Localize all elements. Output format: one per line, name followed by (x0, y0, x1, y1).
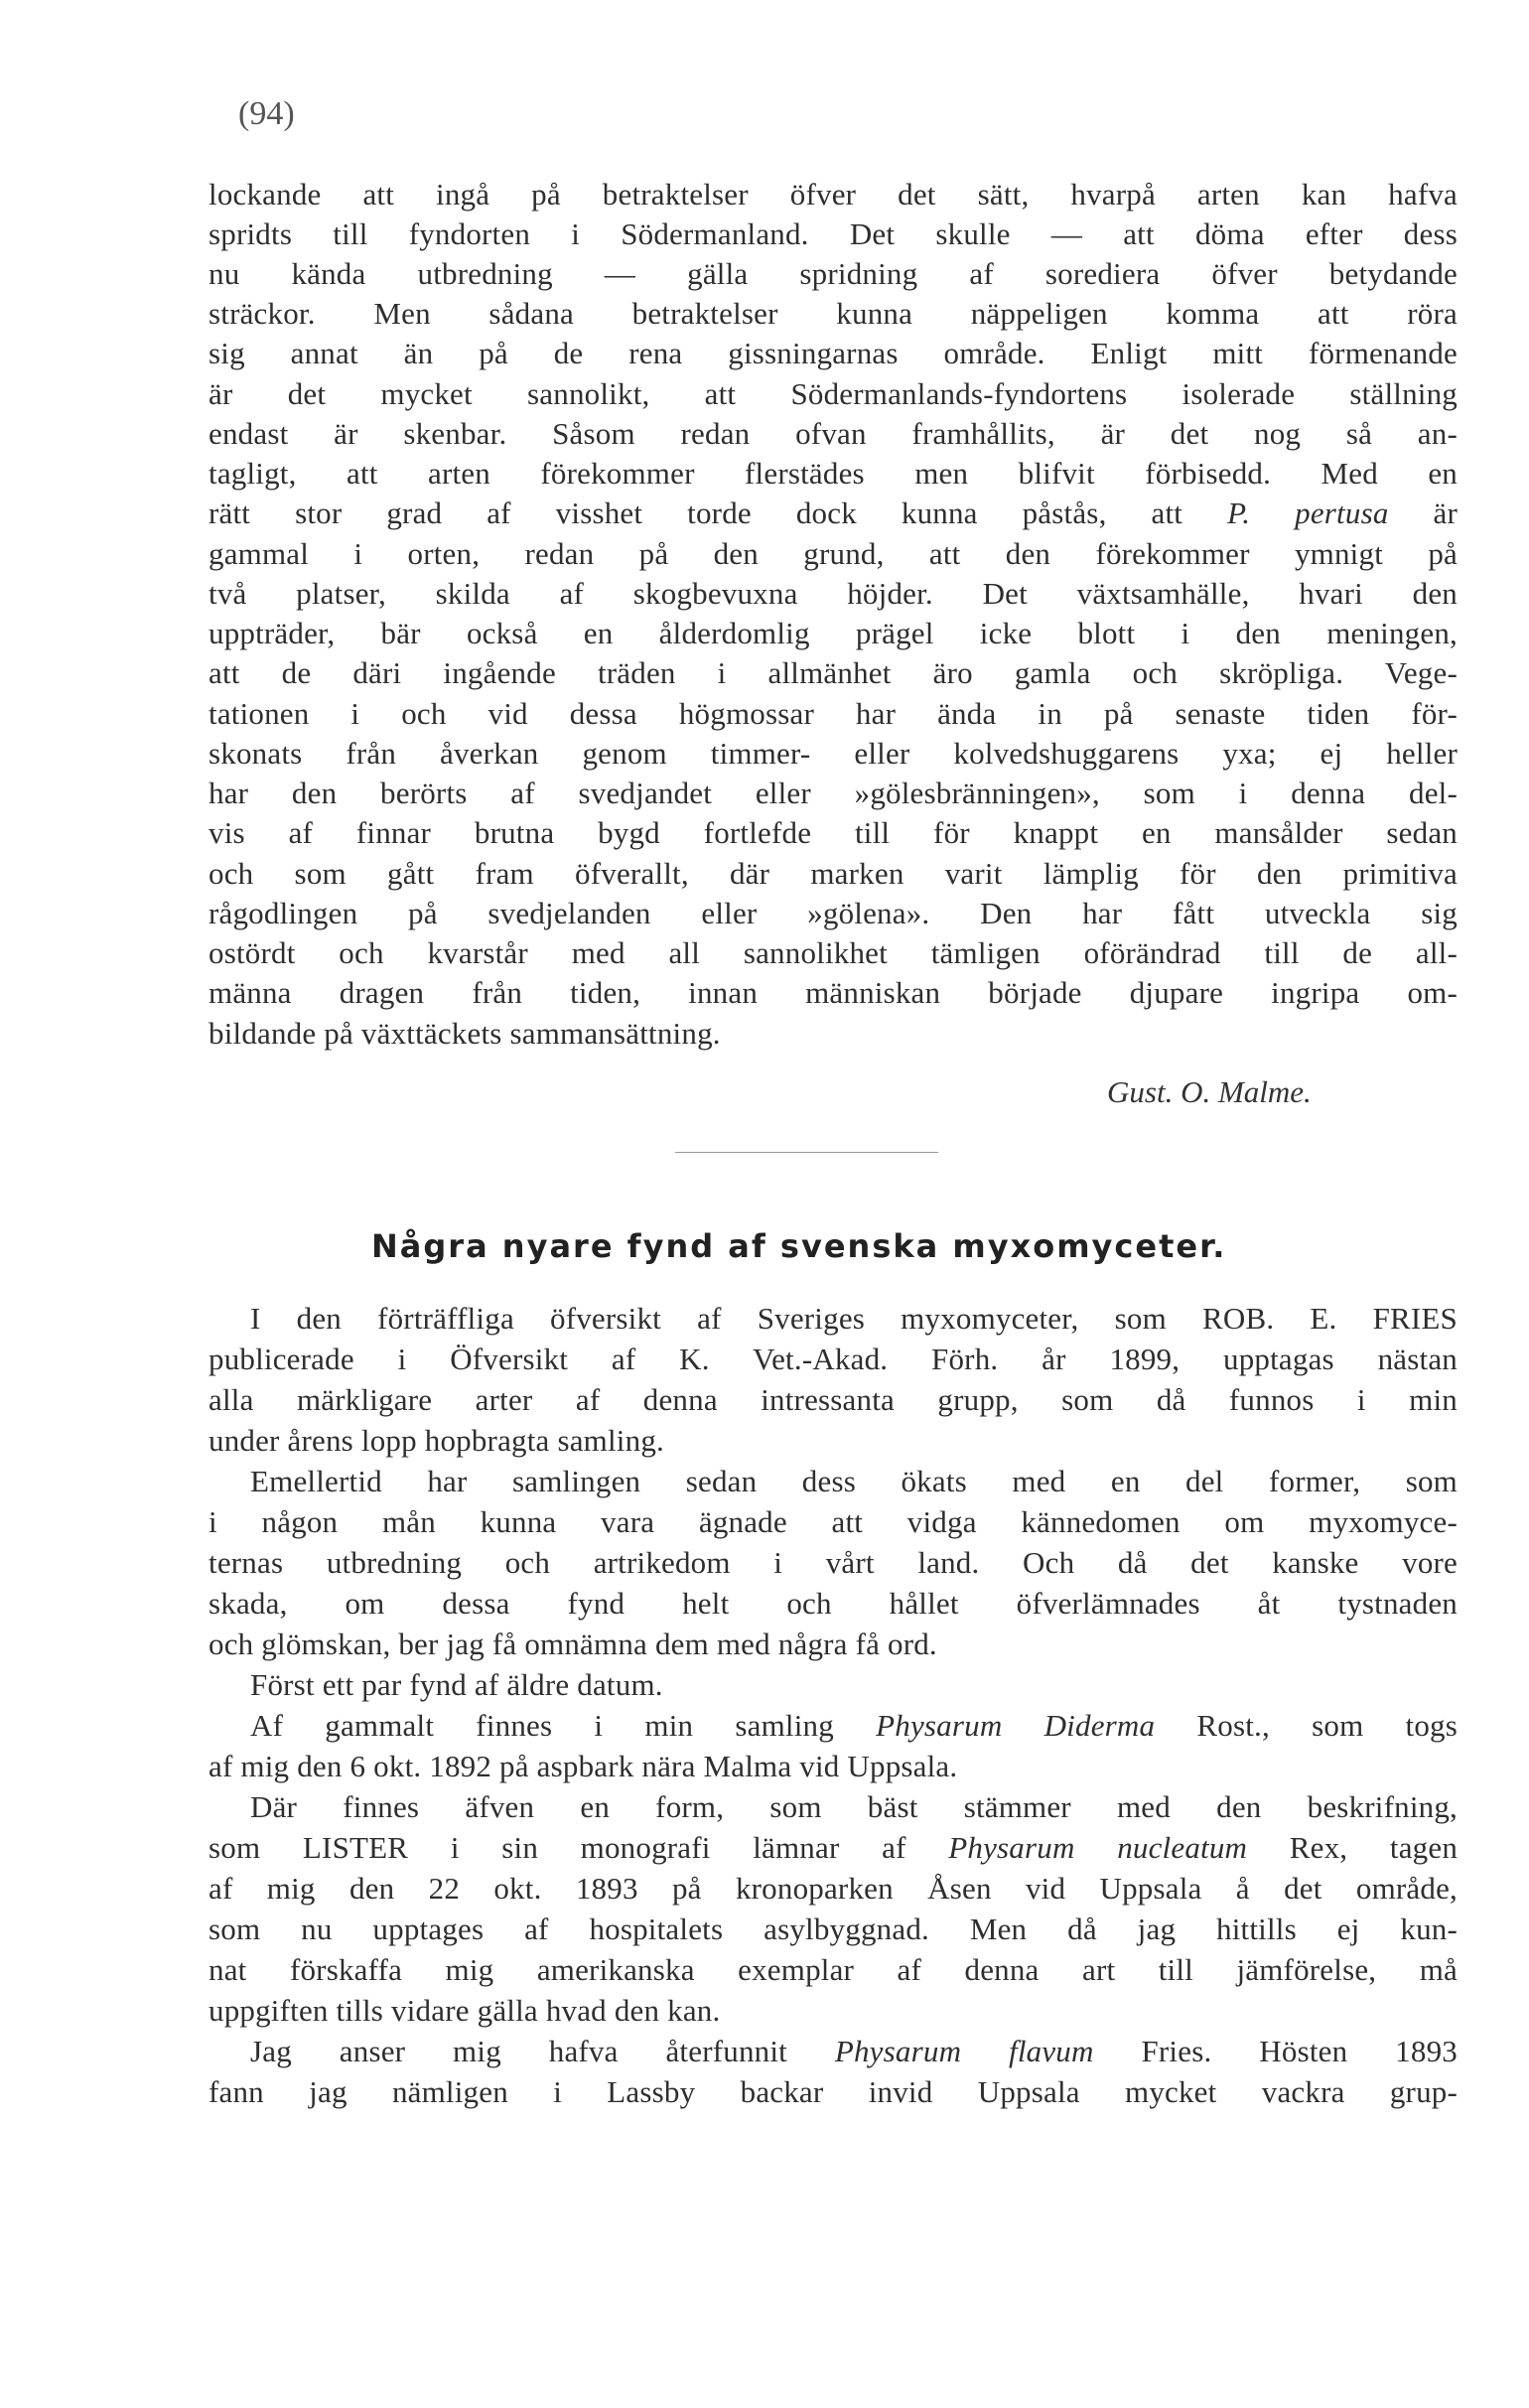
author-name: ROB. E. FRIES (1202, 1301, 1459, 1336)
article-line: sig annat än på de rena gissningarnas område. Enligt mitt förmenande (208, 336, 1458, 370)
article-line: uppgiften tills vidare gälla hvad den kan. (208, 1993, 721, 2028)
article-line: rågodlingen på svedjelanden eller »gölena». Den har fått utveckla sig (208, 896, 1458, 930)
article-line: Jag anser mig hafva återfunnit Physarum flavum Fries. Hösten 1893 (250, 2034, 1458, 2068)
article-line: skada, om dessa fynd helt och hållet öfverlämnades åt tystnaden (208, 1586, 1458, 1621)
article-line: af mig den 22 okt. 1893 på kronoparken Åsen vid Uppsala å det område, (208, 1871, 1458, 1906)
page-number: (94) (238, 95, 295, 132)
article-line: bildande på växttäckets sammansättning. (208, 1016, 721, 1051)
article-line: gammal i orten, redan på den grund, att den förekommer ymnigt på (208, 536, 1458, 571)
article-line: två platser, skilda af skogbevuxna höjder. Det växtsamhälle, hvari den (208, 576, 1458, 611)
author-signature: Gust. O. Malme. (1107, 1074, 1312, 1109)
article-line: i någon mån kunna vara ägnade att vidga kännedomen om myxomyce- (208, 1504, 1458, 1539)
article-line: att de däri ingående träden i allmänhet äro gamla och skröpliga. Vege- (208, 655, 1458, 690)
article-line: och glömskan, ber jag få omnämna dem med några få ord. (208, 1627, 937, 1661)
article-line: som nu upptages af hospitalets asylbyggnad. Men då jag hittills ej kun- (208, 1912, 1458, 1946)
article-line: tagligt, att arten förekommer flerstädes men blifvit förbisedd. Med en (208, 456, 1458, 491)
article-line: ostördt och kvarstår med all sannolikhet tämligen oförändrad till de all- (208, 935, 1458, 970)
article-line: alla märkligare arter af denna intressanta grupp, som då funnos i min (208, 1382, 1458, 1417)
article-line: Emellertid har samlingen sedan dess ökats med en del former, som (250, 1464, 1458, 1498)
article-line: sträckor. Men sådana betraktelser kunna näppeligen komma att röra (208, 296, 1458, 331)
article-line: vis af finnar brutna bygd fortlefde till för knappt en mansålder sedan (208, 815, 1458, 850)
article-line: som LISTER i sin monografi lämnar af Physarum nucleatum Rex, tagen (208, 1830, 1459, 1865)
article-line: har den berörts af svedjandet eller »gölesbränningen», som i denna del- (208, 776, 1458, 810)
section-divider (675, 1152, 938, 1153)
article-line: publicerade i Öfversikt af K. Vet.-Akad. Förh. år 1899, upptagas nästan (208, 1342, 1458, 1376)
article-line: I den förträffliga öfversikt af Sveriges myxomyceter, som ROB. E. FRIES (250, 1301, 1459, 1336)
article-line: lockande att ingå på betraktelser öfver det sätt, hvarpå arten kan hafva (208, 177, 1458, 212)
species-name: Physarum Diderma (876, 1708, 1156, 1743)
article-line: skonats från åverkan genom timmer- eller kolvedshuggarens yxa; ej heller (208, 736, 1458, 771)
article-line: Där finnes äfven en form, som bäst stämmer med den beskrifning, (250, 1789, 1458, 1824)
article-line: nu kända utbredning — gälla spridning af sorediera öfver betydande (208, 256, 1458, 291)
article-line: Först ett par fynd af äldre datum. (250, 1667, 663, 1702)
species-name: P. pertusa (1227, 496, 1389, 530)
article-line: nat förskaffa mig amerikanska exemplar af denna art till jämförelse, må (208, 1952, 1458, 1987)
article-title: Några nyare fynd af svenska myxomyceter. (371, 1227, 1227, 1265)
article-line: uppträder, bär också en ålderdomlig prägel icke blott i den meningen, (208, 616, 1458, 650)
article-line: och som gått fram öfverallt, där marken varit lämplig för den primitiva (208, 856, 1458, 891)
article-line: rätt stor grad af visshet torde dock kunna påstås, att P. pertusa är (208, 496, 1458, 530)
article-line: af mig den 6 okt. 1892 på aspbark nära Malma vid Uppsala. (208, 1749, 958, 1783)
article-line: under årens lopp hopbragta samling. (208, 1423, 664, 1458)
species-name: Physarum nucleatum (948, 1830, 1248, 1865)
article-line: fann jag nämligen i Lassby backar invid Uppsala mycket vackra grup- (208, 2074, 1458, 2109)
article-line: männa dragen från tiden, innan människan började djupare ingripa om- (208, 975, 1458, 1010)
author-name: LISTER (302, 1830, 409, 1865)
species-name: Physarum flavum (834, 2034, 1094, 2068)
article-line: spridts till fyndorten i Södermanland. Det skulle — att döma efter dess (208, 216, 1458, 251)
article-line: är det mycket sannolikt, att Södermanlands-fyndortens isolerade ställning (208, 376, 1458, 411)
article-line: Af gammalt finnes i min samling Physarum Diderma Rost., som togs (250, 1708, 1459, 1743)
article-line: ternas utbredning och artrikedom i vårt land. Och då det kanske vore (208, 1545, 1458, 1580)
article-line: tationen i och vid dessa högmossar har ända in på senaste tiden för- (208, 696, 1458, 731)
article-line: endast är skenbar. Såsom redan ofvan framhållits, är det nog så an- (208, 416, 1458, 451)
